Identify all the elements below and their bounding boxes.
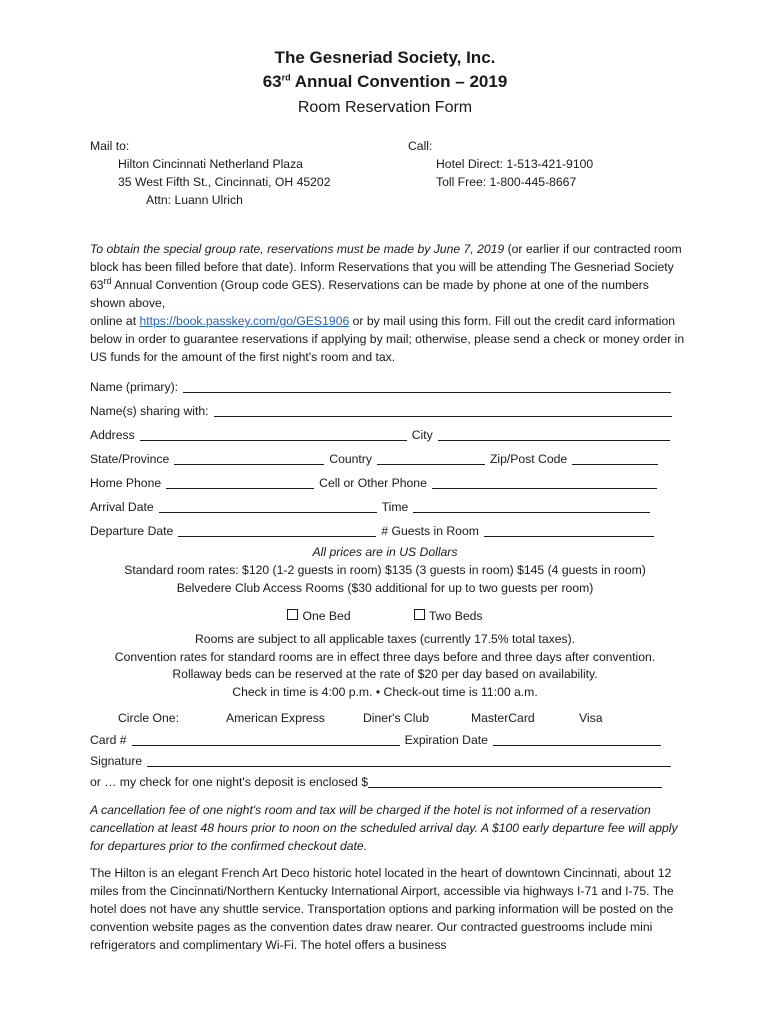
convention-title: 63rd Annual Convention – 2019	[262, 72, 508, 91]
call-label: Call:	[408, 139, 433, 153]
state-row	[90, 444, 680, 468]
hotel-direct-phone: Hotel Direct: 1-513-421-9100	[436, 157, 594, 171]
home-phone-field[interactable]	[166, 474, 314, 489]
mail-hotel: Hilton Cincinnati Netherland Plaza	[118, 157, 303, 171]
mail-street: 35 West Fifth St., Cincinnati, OH 45202	[118, 175, 331, 189]
payment-fields	[90, 728, 680, 791]
checkin-note: Check in time is 4:00 p.m. • Check-out time is 11:00 a.m.	[232, 684, 538, 699]
check-amount-field[interactable]	[368, 773, 662, 788]
card-amex[interactable]: American Express	[226, 711, 325, 725]
card-visa[interactable]: Visa	[579, 711, 603, 725]
home-phone-label: Home Phone	[90, 476, 162, 490]
expiration-field[interactable]	[493, 731, 661, 746]
prices-note: All prices are in US Dollars	[312, 545, 458, 559]
expiration-label: Expiration Date	[404, 733, 488, 747]
city-label: City	[411, 428, 433, 442]
one-bed-checkbox[interactable]	[287, 609, 298, 620]
signature-field[interactable]	[147, 752, 671, 767]
cell-phone-field[interactable]	[432, 474, 657, 489]
mail-label: Mail to:	[90, 139, 130, 153]
rate-deadline: To obtain the special group rate, reservations must be made by June 7, 2019	[90, 242, 505, 256]
check-row	[90, 770, 680, 791]
card-diners[interactable]: Diner's Club	[363, 711, 429, 725]
departure-row	[90, 516, 680, 540]
signature-row	[90, 749, 680, 770]
zip-field[interactable]	[572, 450, 658, 465]
cell-phone-label: Cell or Other Phone	[319, 476, 427, 490]
check-label: or … my check for one night's deposit is enclosed $	[90, 775, 369, 789]
cancellation-policy: A cancellation fee of one night's room and tax will be charged if the hotel is not informed of a reservation cancellation at least 48 hours prior to noon on the scheduled arrival day. A $100 early departure fee will apply for departures prior to the confirmed checkout date.	[90, 803, 678, 853]
name-primary-field[interactable]	[183, 378, 671, 393]
passkey-link[interactable]: https://book.passkey.com/go/GES1906	[139, 314, 350, 328]
phone-row	[90, 468, 680, 492]
call-numbers	[408, 137, 593, 191]
form-header	[0, 46, 770, 120]
room-terms	[80, 631, 690, 701]
card-number-row	[90, 728, 680, 749]
arrival-row	[90, 492, 680, 516]
arrival-field[interactable]	[159, 498, 377, 513]
arrival-time-label: Time	[381, 500, 409, 514]
mail-address	[90, 137, 330, 209]
card-mastercard[interactable]: MasterCard	[471, 711, 535, 725]
state-field[interactable]	[174, 450, 324, 465]
names-sharing-row	[90, 396, 680, 420]
guests-field[interactable]	[484, 522, 654, 537]
card-type-choice	[90, 709, 680, 727]
guest-fields	[90, 372, 680, 540]
standard-rates: Standard room rates: $120 (1-2 guests in room) $135 (3 guests in room) $145 (4 guests in room)	[124, 563, 646, 577]
name-primary-label: Name (primary):	[90, 380, 179, 394]
guests-label: # Guests in Room	[381, 524, 479, 538]
org-title: The Gesneriad Society, Inc.	[274, 48, 496, 67]
rollaway-note: Rollaway beds can be reserved at the rate of $20 per day based on availability.	[172, 667, 598, 681]
two-beds-checkbox[interactable]	[414, 609, 425, 620]
one-bed-option[interactable]: One Bed	[287, 607, 350, 625]
club-rates: Belvedere Club Access Rooms ($30 additional for up to two guests per room)	[176, 581, 594, 595]
country-label: Country	[329, 452, 372, 466]
departure-field[interactable]	[178, 522, 376, 537]
taxes-note: Rooms are subject to all applicable taxes (currently 17.5% total taxes).	[194, 632, 576, 646]
form-subtitle: Room Reservation Form	[297, 99, 473, 116]
country-field[interactable]	[377, 450, 485, 465]
names-sharing-field[interactable]	[214, 402, 672, 417]
signature-label: Signature	[90, 754, 143, 768]
names-sharing-label: Name(s) sharing with:	[90, 404, 209, 418]
state-label: State/Province	[90, 452, 170, 466]
card-number-label: Card #	[90, 733, 127, 747]
room-rates	[80, 543, 690, 597]
name-primary-row	[90, 372, 680, 396]
address-label: Address	[90, 428, 135, 442]
departure-label: Departure Date	[90, 524, 174, 538]
card-number-field[interactable]	[132, 731, 400, 746]
intro-paragraph: To obtain the special group rate, reservations must be made by June 7, 2019 (or earlier if our contracted room block has been filled before that date). Inform Reservations that you will be attending The Gesneriad Society 63rd Annual Convention (Group code GES). Reservations can be made by phone at one of the numbers shown above, online at https://book.passkey.com/go/GES1906 or by mail using this form. Fill out the credit card information below in order to guarantee reservations if applying by mail; otherwise, please send a check or money order in US funds for the amount of the first night's room and tax.	[90, 242, 685, 364]
city-field[interactable]	[438, 426, 670, 441]
zip-label: Zip/Post Code	[489, 452, 568, 466]
arrival-time-field[interactable]	[413, 498, 650, 513]
two-beds-option[interactable]: Two Beds	[414, 607, 483, 625]
mail-attn: Attn: Luann Ulrich	[146, 193, 243, 207]
arrival-label: Arrival Date	[90, 500, 154, 514]
address-field[interactable]	[140, 426, 407, 441]
address-row	[90, 420, 680, 444]
bed-choice	[0, 607, 770, 625]
circle-one-label: Circle One:	[118, 711, 179, 725]
toll-free-phone: Toll Free: 1-800-445-8667	[436, 175, 577, 189]
hotel-description: The Hilton is an elegant French Art Deco historic hotel located in the heart of downtown Cincinnati, about 12 miles from the Cincinnati/Northern Kentucky International Airport, accessible via highways I-71 and I-75. The hotel does not have any shuttle service. Transportation options and parking information will be posted on the convention website pages as the convention dates draw nearer. Our contracted guestrooms include mini refrigerators and complimentary Wi-Fi. The hotel offers a business	[90, 866, 674, 952]
rates-window-note: Convention rates for standard rooms are in effect three days before and three days after convention.	[114, 649, 656, 664]
